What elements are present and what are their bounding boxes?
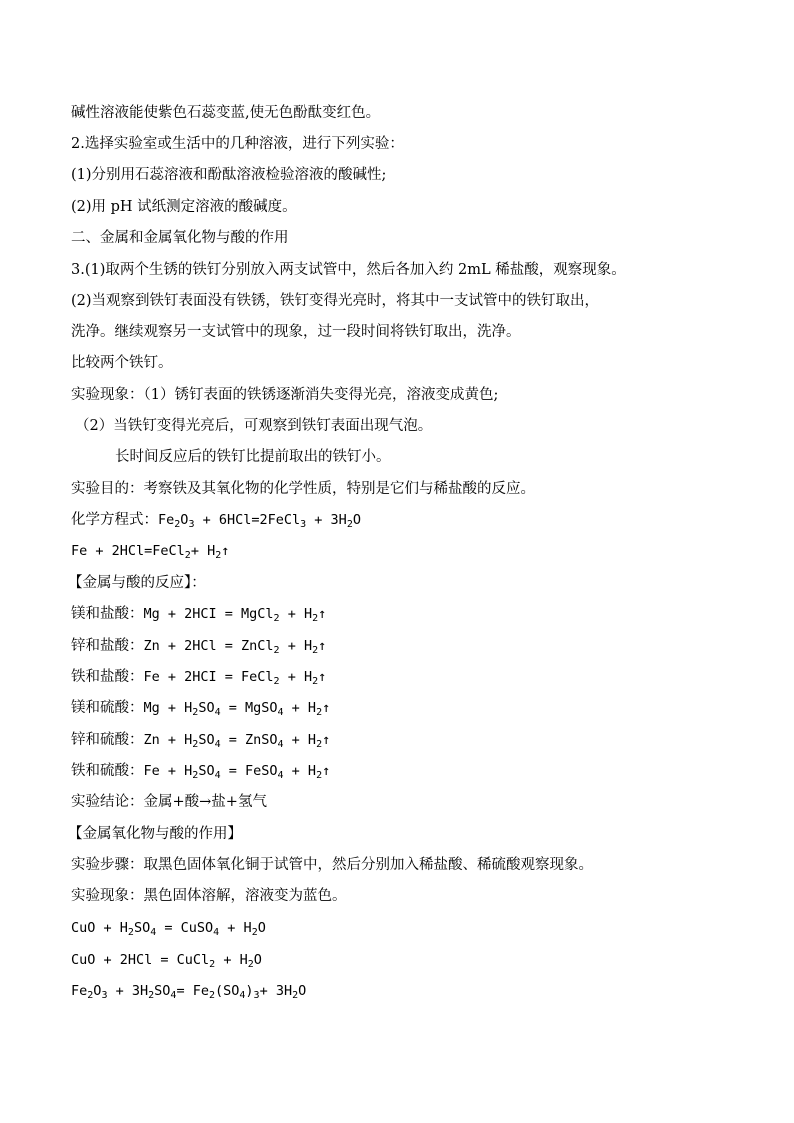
reaction-formula <box>144 732 331 748</box>
formula-text: Zn + 2HCl = ZnCl <box>143 638 274 654</box>
subscript: 4 <box>277 739 284 750</box>
formula-text: ↑ <box>322 732 331 748</box>
formula-text: + 3H <box>259 983 293 999</box>
formula-text: ) <box>245 983 254 999</box>
subscript: 3 <box>300 519 307 530</box>
formula-text: O <box>93 983 102 999</box>
formula-text: + H <box>279 638 313 654</box>
subscript: 2 <box>292 990 299 1001</box>
formula-text: ↑ <box>221 543 230 559</box>
formula-text: = Fe <box>176 983 209 999</box>
subscript: 2 <box>316 739 323 750</box>
formula-text: ↑ <box>318 606 327 622</box>
formula-text: CuO + 2HCl = CuCl <box>71 952 210 968</box>
subscript: 2 <box>127 927 134 938</box>
text-line: 2.选择实验室或生活中的几种溶液，进行下列实验： <box>71 136 404 152</box>
equation-label: 化学方程式： <box>71 512 158 528</box>
formula-text: Zn + H <box>143 732 193 748</box>
equation-formula <box>158 512 361 528</box>
text-line: 实验目的：考察铁及其氧化物的化学性质，特别是它们与稀盐酸的反应。 <box>71 481 535 497</box>
text-line: 长时间反应后的铁钉比提前取出的铁钉小。 <box>115 449 391 465</box>
formula-text: Fe + 2HCI = FeCl <box>143 669 274 685</box>
subscript: 4 <box>170 990 177 1001</box>
formula-text: (SO <box>214 983 240 999</box>
phenomenon-line: 实验现象：黑色固体溶解，溶液变为蓝色。 <box>71 888 347 904</box>
formula-text: = MgSO <box>220 700 278 716</box>
subscript: 4 <box>239 990 246 1001</box>
text-line: 碱性溶液能使紫色石蕊变蓝,使无色酚酞变红色。 <box>71 105 381 121</box>
subscript: 2 <box>192 770 199 781</box>
text-line: 洗净。继续观察另一支试管中的现象，过一段时间将铁钉取出，洗净。 <box>71 324 521 340</box>
formula-text: ↑ <box>318 669 327 685</box>
steps-line: 实验步骤：取黑色固体氧化铜于试管中，然后分别加入稀盐酸、稀硫酸观察现象。 <box>71 857 593 873</box>
subscript: 4 <box>214 770 221 781</box>
formula-text: + H <box>283 763 317 779</box>
formula-text: Fe + 2HCl=FeCl <box>71 543 185 559</box>
subscript: 2 <box>247 959 254 970</box>
reaction-line <box>71 604 326 624</box>
subscript: 2 <box>251 927 258 938</box>
reaction-line <box>71 761 330 781</box>
formula-text: O <box>352 512 361 528</box>
equation-line <box>71 510 361 530</box>
subscript: 3 <box>188 519 195 530</box>
formula-text: SO <box>198 763 215 779</box>
subscript: 2 <box>192 707 199 718</box>
section-heading: 【金属氧化物与酸的作用】 <box>68 826 242 842</box>
formula-text: + H <box>279 606 313 622</box>
subscript: 2 <box>316 707 323 718</box>
reaction-line <box>71 698 330 718</box>
text-line: 比较两个铁钉。 <box>71 355 173 371</box>
subscript: 3 <box>101 990 108 1001</box>
formula-text: + H <box>219 920 252 936</box>
subscript: 4 <box>214 707 221 718</box>
formula-text: Fe <box>71 983 88 999</box>
formula-text: Mg + H <box>143 700 193 716</box>
oxide-equation <box>71 981 306 1001</box>
text-line: (2)当观察到铁钉表面没有铁锈，铁钉变得光亮时，将其中一支试管中的铁钉取出， <box>71 293 600 309</box>
formula-text: O <box>253 952 262 968</box>
section-heading: 【金属与酸的反应】： <box>68 575 206 591</box>
formula-text: O <box>298 983 307 999</box>
oxide-equation <box>71 950 262 970</box>
subscript: 2 <box>312 645 319 656</box>
subscript: 2 <box>273 645 280 656</box>
subscript: 2 <box>312 613 319 624</box>
subscript: 4 <box>214 739 221 750</box>
subscript: 2 <box>215 550 222 561</box>
formula-text: SO <box>198 700 215 716</box>
subscript: 4 <box>277 707 284 718</box>
subscript: 3 <box>253 990 260 1001</box>
formula-text: ↑ <box>322 700 331 716</box>
equation-line <box>71 541 229 561</box>
subscript: 2 <box>148 990 155 1001</box>
formula-text: = CuSO <box>156 920 214 936</box>
text-line: 实验现象：（1）锈钉表面的铁锈逐渐消失变得光亮，溶液变成黄色; <box>71 387 499 403</box>
subscript: 4 <box>150 927 157 938</box>
conclusion-line: 实验结论：金属+酸→盐+氢气 <box>71 794 267 810</box>
formula-text: = FeSO <box>220 763 278 779</box>
subscript: 2 <box>192 739 199 750</box>
formula-text: + H <box>279 669 313 685</box>
reaction-label: 镁和盐酸： <box>71 606 144 622</box>
reaction-formula <box>144 669 327 685</box>
reaction-label: 铁和硫酸： <box>71 763 144 779</box>
subscript: 4 <box>213 927 220 938</box>
formula-text: ↑ <box>318 638 327 654</box>
formula-text: + 6HCl=2FeCl <box>194 512 301 528</box>
reaction-label: 锌和盐酸： <box>71 638 144 654</box>
subscript: 4 <box>277 770 284 781</box>
subscript: 2 <box>184 550 191 561</box>
formula-text: = ZnSO <box>220 732 278 748</box>
text-line: 3.(1)取两个生锈的铁钉分别放入两支试管中，然后各加入约 2mL 稀盐酸，观察现象。 <box>71 262 626 278</box>
subscript: 2 <box>208 990 215 1001</box>
formula-text: SO <box>133 920 151 936</box>
formula-text: + 3H <box>107 983 149 999</box>
oxide-equation <box>71 918 266 938</box>
formula-text: SO <box>198 732 215 748</box>
formula-text: O <box>257 920 266 936</box>
formula-text: Fe <box>158 512 175 528</box>
formula-text: + H <box>283 732 317 748</box>
text-line: （2）当铁钉变得光亮后，可观察到铁钉表面出现气泡。 <box>75 418 433 434</box>
formula-text: + 3H <box>306 512 347 528</box>
formula-text: + H <box>190 543 216 559</box>
reaction-line <box>71 667 326 687</box>
reaction-line <box>71 730 330 750</box>
formula-text: CuO + H <box>71 920 128 936</box>
formula-text: ↑ <box>322 763 331 779</box>
subscript: 2 <box>273 613 280 624</box>
subscript: 2 <box>312 676 319 687</box>
reaction-formula <box>144 700 331 716</box>
formula-text: + H <box>215 952 248 968</box>
formula-text: + H <box>283 700 317 716</box>
subscript: 2 <box>273 676 280 687</box>
reaction-formula <box>144 763 331 779</box>
subscript: 2 <box>209 959 216 970</box>
subscript: 2 <box>346 519 353 530</box>
reaction-line <box>71 636 326 656</box>
formula-text: Mg + 2HCI = MgCl <box>143 606 274 622</box>
text-line: (2)用 pH 试纸测定溶液的酸碱度。 <box>71 199 297 215</box>
formula-text: SO <box>154 983 171 999</box>
reaction-label: 镁和硫酸： <box>71 700 144 716</box>
subscript: 2 <box>87 990 94 1001</box>
subscript: 2 <box>174 519 181 530</box>
formula-text: Fe + H <box>143 763 193 779</box>
formula-text: O <box>180 512 189 528</box>
subscript: 2 <box>316 770 323 781</box>
text-line: (1)分别用石蕊溶液和酚酞溶液检验溶液的酸碱性; <box>71 167 387 183</box>
section-heading: 二、金属和金属氧化物与酸的作用 <box>71 230 289 246</box>
reaction-label: 锌和硫酸： <box>71 732 144 748</box>
reaction-label: 铁和盐酸： <box>71 669 144 685</box>
reaction-formula <box>144 606 327 622</box>
reaction-formula <box>144 638 327 654</box>
